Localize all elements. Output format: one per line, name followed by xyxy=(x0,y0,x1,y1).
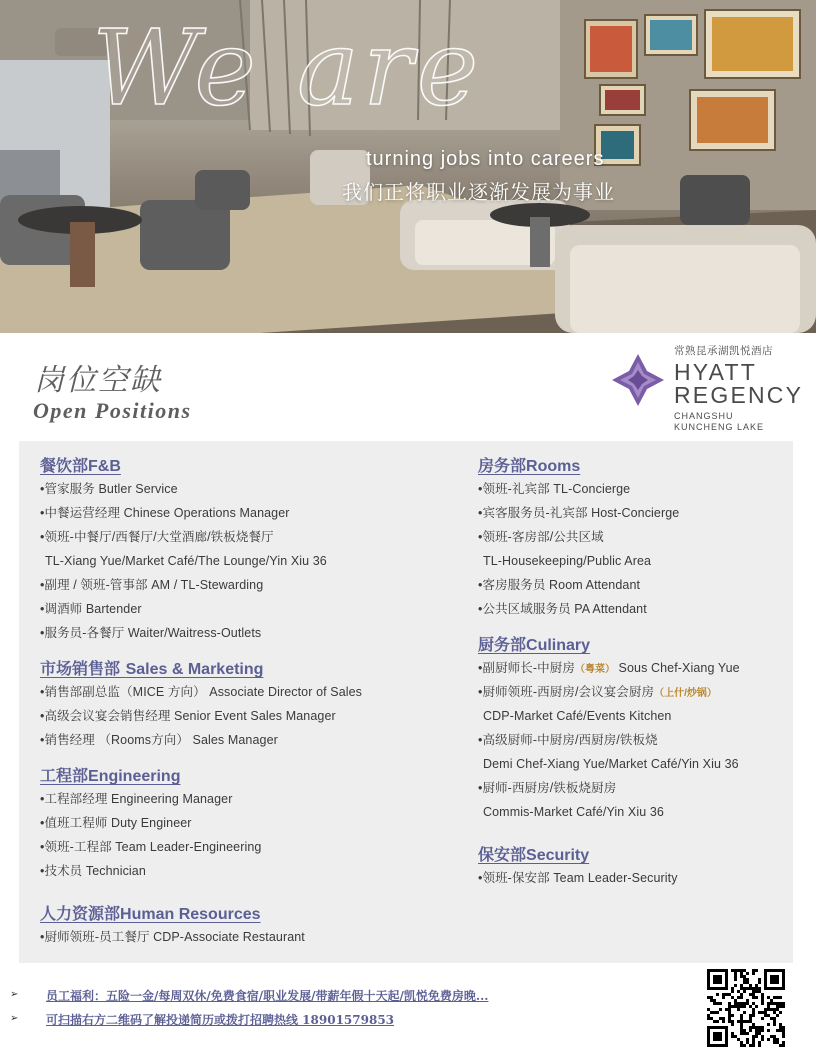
position-item: •厨师领班-员工餐厅 CDP-Associate Restaurant xyxy=(40,930,305,944)
section-title-en: Sales & Marketing xyxy=(125,661,264,678)
section-title-en: F&B xyxy=(88,458,121,475)
position-item: •工程部经理 Engineering Manager xyxy=(40,792,233,806)
position-item: •宾客服务员-礼宾部 Host-Concierge xyxy=(478,506,680,520)
open-positions-panel xyxy=(19,441,793,963)
position-item-continued: TL-Housekeeping/Public Area xyxy=(483,554,652,568)
position-item: •销售经理 （Rooms方向） Sales Manager xyxy=(40,733,278,747)
logo-location-city: CHANGSHU xyxy=(674,411,734,421)
position-item-continued: Commis-Market Café/Yin Xiu 36 xyxy=(483,805,664,819)
section-heading xyxy=(40,901,305,925)
item-text: •厨师领班-西厨房/会议宴会厨房 xyxy=(478,685,655,699)
logo-hotel-name-cn: 常熟昆承湖凯悦酒店 xyxy=(674,345,773,357)
logo-word-regency: REGENCY xyxy=(674,382,804,408)
section-sales-marketing xyxy=(40,656,362,752)
section-title-cn: 人力资源部 xyxy=(40,904,121,923)
section-title-cn: 市场销售部 xyxy=(40,659,121,678)
position-item: •高级厨师-中厨房/西厨房/铁板烧 xyxy=(478,733,658,747)
section-human-resources xyxy=(40,901,305,949)
logo-location-lake: KUNCHENG LAKE xyxy=(674,422,765,432)
position-item: •厨师-西厨房/铁板烧厨房 xyxy=(478,781,617,795)
section-title-en: Rooms xyxy=(526,458,581,475)
section-heading xyxy=(478,632,740,656)
cuisine-tag: （上什/炒锅） xyxy=(654,688,717,699)
position-item: •技术员 Technician xyxy=(40,864,146,878)
section-heading xyxy=(478,453,679,477)
position-item-continued: TL-Xiang Yue/Market Café/The Lounge/Yin Xiu 36 xyxy=(45,554,327,568)
section-title-cn: 保安部 xyxy=(478,845,527,864)
section-culinary xyxy=(478,632,740,824)
position-item: •副理 / 领班-管事部 AM / TL-Stewarding xyxy=(40,578,264,592)
section-engineering xyxy=(40,763,261,883)
position-item xyxy=(478,680,740,704)
section-title-en: Engineering xyxy=(88,768,181,785)
position-item: •服务员-各餐厅 Waiter/Waitress-Outlets xyxy=(40,626,262,640)
section-security xyxy=(478,842,678,890)
item-text-en: Sous Chef-Xiang Yue xyxy=(614,661,740,675)
qr-code-icon[interactable] xyxy=(707,969,785,1047)
position-item: •领班-中餐厅/西餐厅/大堂酒廊/铁板烧餐厅 xyxy=(40,530,274,544)
position-item: •领班-工程部 Team Leader-Engineering xyxy=(40,840,262,854)
footer-contact xyxy=(10,1011,570,1031)
position-item: •公共区域服务员 PA Attendant xyxy=(478,602,647,616)
section-rooms xyxy=(478,453,679,621)
hyatt-regency-logo xyxy=(612,340,808,436)
position-item: •领班-礼宾部 TL-Concierge xyxy=(478,482,631,496)
section-heading xyxy=(40,656,362,680)
position-item: •值班工程师 Duty Engineer xyxy=(40,816,192,830)
section-title-cn: 餐饮部 xyxy=(40,456,89,475)
position-item: •领班-客房部/公共区域 xyxy=(478,530,604,544)
position-item: •高级会议宴会销售经理 Senior Event Sales Manager xyxy=(40,709,336,723)
section-title-en: Human Resources xyxy=(120,906,261,923)
position-item xyxy=(478,656,740,680)
position-item-continued: Demi Chef-Xiang Yue/Market Café/Yin Xiu 36 xyxy=(483,757,739,771)
arrow-bullet-icon: ➢ xyxy=(10,1013,19,1024)
section-heading xyxy=(478,842,678,866)
logo-word-hyatt: HYATT xyxy=(674,359,757,385)
position-item: •管家服务 Butler Service xyxy=(40,482,178,496)
section-title-en: Security xyxy=(526,847,590,864)
position-item: •客房服务员 Room Attendant xyxy=(478,578,641,592)
footer-benefits xyxy=(10,987,570,1007)
hero-script-title: We are xyxy=(92,7,483,129)
cuisine-tag: （粤菜） xyxy=(574,664,615,675)
section-title-cn: 房务部 xyxy=(478,456,527,475)
arrow-bullet-icon: ➢ xyxy=(10,989,19,1000)
section-title-cn: 厨务部 xyxy=(478,635,527,654)
position-item-continued: CDP-Market Café/Events Kitchen xyxy=(483,709,672,723)
page-title-cn: 岗位空缺 xyxy=(34,363,162,398)
section-heading xyxy=(40,763,261,787)
section-fnb xyxy=(40,453,327,645)
section-heading xyxy=(40,453,327,477)
position-item: •调酒师 Bartender xyxy=(40,602,142,616)
section-title-en: Culinary xyxy=(526,637,591,654)
position-item: •销售部副总监（MICE 方向） Associate Director of Sales xyxy=(40,685,363,699)
position-item: •领班-保安部 Team Leader-Security xyxy=(478,871,678,885)
contact-hotline-text[interactable]: 可扫描右方二维码了解投递简历或拨打招聘热线 18901579853 xyxy=(46,1013,395,1027)
hero-photo xyxy=(0,0,816,333)
page-title-en: Open Positions xyxy=(33,398,192,423)
hero-tagline-en: turning jobs into careers xyxy=(366,148,605,170)
position-item: •中餐运营经理 Chinese Operations Manager xyxy=(40,506,290,520)
hyatt-star-icon xyxy=(612,354,664,406)
benefits-text: 员工福利：五险一金/每周双休/免费食宿/职业发展/带薪年假十天起/凯悦免费房晚... xyxy=(46,989,489,1003)
section-title-cn: 工程部 xyxy=(40,766,89,785)
hero-tagline-cn: 我们正将职业逐渐发展为事业 xyxy=(342,180,615,204)
item-text: •副厨师长-中厨房 xyxy=(478,661,575,675)
